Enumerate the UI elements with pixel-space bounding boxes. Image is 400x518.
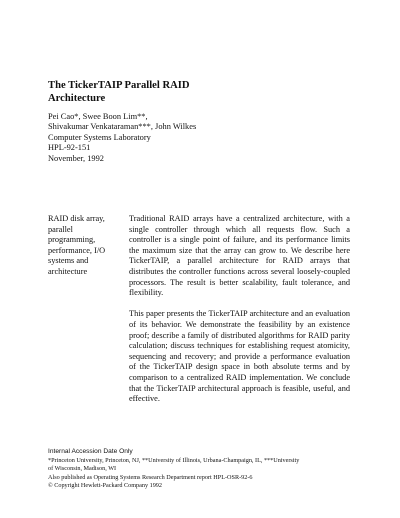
title-line: The TickerTAIP Parallel RAID (48, 80, 190, 91)
keyword-line: architecture (48, 266, 88, 276)
abstract-paragraph: Traditional RAID arrays have a centralized architecture, with a single controller through which all requests flow. Such a controller is a single point of failure, and its performance limits the maximum size that the array can grow to. We describe here TickerTAIP, a parallel architecture for RAID arrays that distributes the controller functions across several loosely-coupled processors. The result is better scalability, fault tolerance, and flexibility. (129, 214, 350, 298)
title-line: Architecture (48, 93, 106, 104)
keyword-line: systems and (48, 256, 89, 266)
author-names-line: Pei Cao*, Swee Boon Lim**, (48, 112, 148, 121)
keywords-column (48, 214, 120, 278)
publication-note: Also published as Operating Systems Research Department report HPL-OSR-92-6 (48, 473, 253, 481)
affiliation-footnote: of Wisconsin, Madison, WI (48, 465, 117, 473)
footnotes (48, 457, 353, 490)
author-block (48, 112, 348, 164)
lab-name: Computer Systems Laboratory (48, 132, 151, 142)
keyword-line: parallel (48, 224, 73, 234)
internal-accession-note: Internal Accession Date Only (48, 448, 133, 455)
copyright-note: © Copyright Hewlett-Packard Company 1992 (48, 481, 162, 489)
abstract-paragraph: This paper presents the TickerTAIP architecture and an evaluation of its behavior. We demonstrate the feasibility by an existence proof; describe a family of distributed algorithms for RAID parity calculation; discuss techniques for establishing request atomicity, sequencing and recovery; and provide a performance evaluation of the TickerTAIP design space in both absolute terms and by comparison to a centralized RAID implementation. We conclude that the TickerTAIP architectural approach is feasible, useful, and effective. (129, 309, 350, 404)
report-date: November, 1992 (48, 153, 104, 163)
keyword-line: programming, (48, 235, 96, 245)
abstract (129, 214, 350, 415)
author-names-line: Shivakumar Venkataraman***, John Wilkes (48, 122, 197, 132)
keyword-line: performance, I/O (48, 245, 106, 255)
paper-title (48, 79, 268, 105)
affiliation-footnote: *Princeton University, Princeton, NJ, **University of Illinois, Urbana-Champaign, IL, ***University (48, 457, 300, 464)
report-number: HPL-92-151 (48, 143, 91, 153)
keyword-line: RAID disk array, (48, 214, 105, 223)
